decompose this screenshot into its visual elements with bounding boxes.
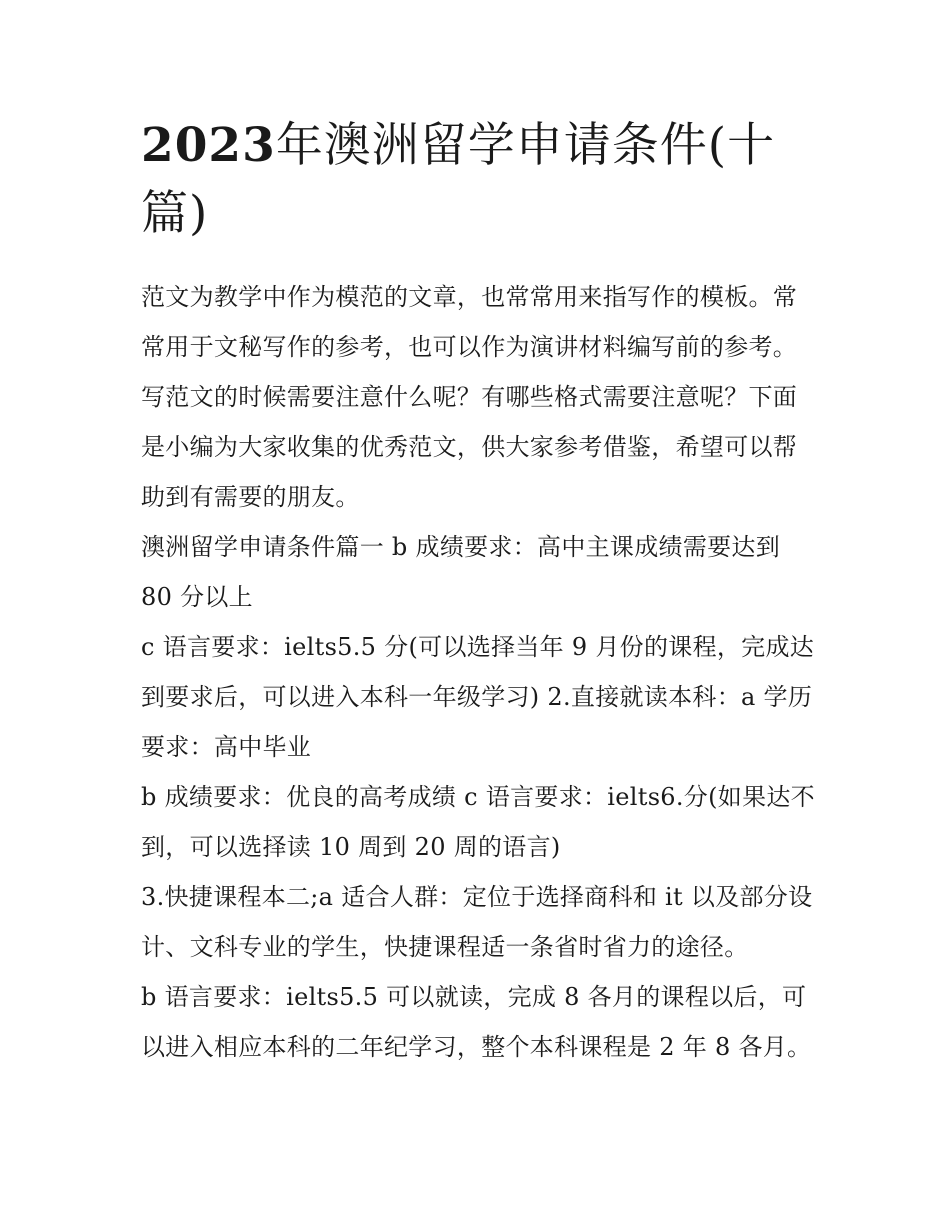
body-paragraph-2: c 语言要求：ielts5.5 分(可以选择当年 9 月份的课程，完成达到要求后，可以进入本科一年级学习) 2.直接就读本科：a 学历要求：高中毕业	[141, 633, 815, 761]
body-paragraph-5: b 语言要求：ielts5.5 可以就读，完成 8 各月的课程以后，可以进入相应本科的二年纪学习，整个本科课程是 2 年 8 各月。	[141, 983, 812, 1061]
title-year: 2023	[141, 118, 276, 173]
body-paragraph-1: 澳洲留学申请条件篇一 b 成绩要求：高中主课成绩需要达到 80 分以上	[141, 533, 781, 611]
intro-paragraph: 范文为教学中作为模范的文章，也常常用来指写作的模板。常常用于文秘写作的参考，也可以作为演讲材料编写前的参考。写范文的时候需要注意什么呢？有哪些格式需要注意呢？下面是小编为大家收集的优秀范文，供大家参考借鉴，希望可以帮助到有需要的朋友。	[141, 283, 798, 511]
document-page	[141, 112, 816, 1072]
document-title	[141, 112, 816, 248]
body-paragraph-4: 3.快捷课程本二;a 适合人群：定位于选择商科和 it 以及部分设计、文科专业的学生，快捷课程适一条省时省力的途径。	[141, 883, 813, 961]
title-text: 年澳洲留学申请条件(十篇)	[141, 118, 776, 241]
body-paragraph-3: b 成绩要求：优良的高考成绩 c 语言要求：ielts6.分(如果达不到，可以选择读 10 周到 20 周的语言)	[141, 783, 815, 861]
